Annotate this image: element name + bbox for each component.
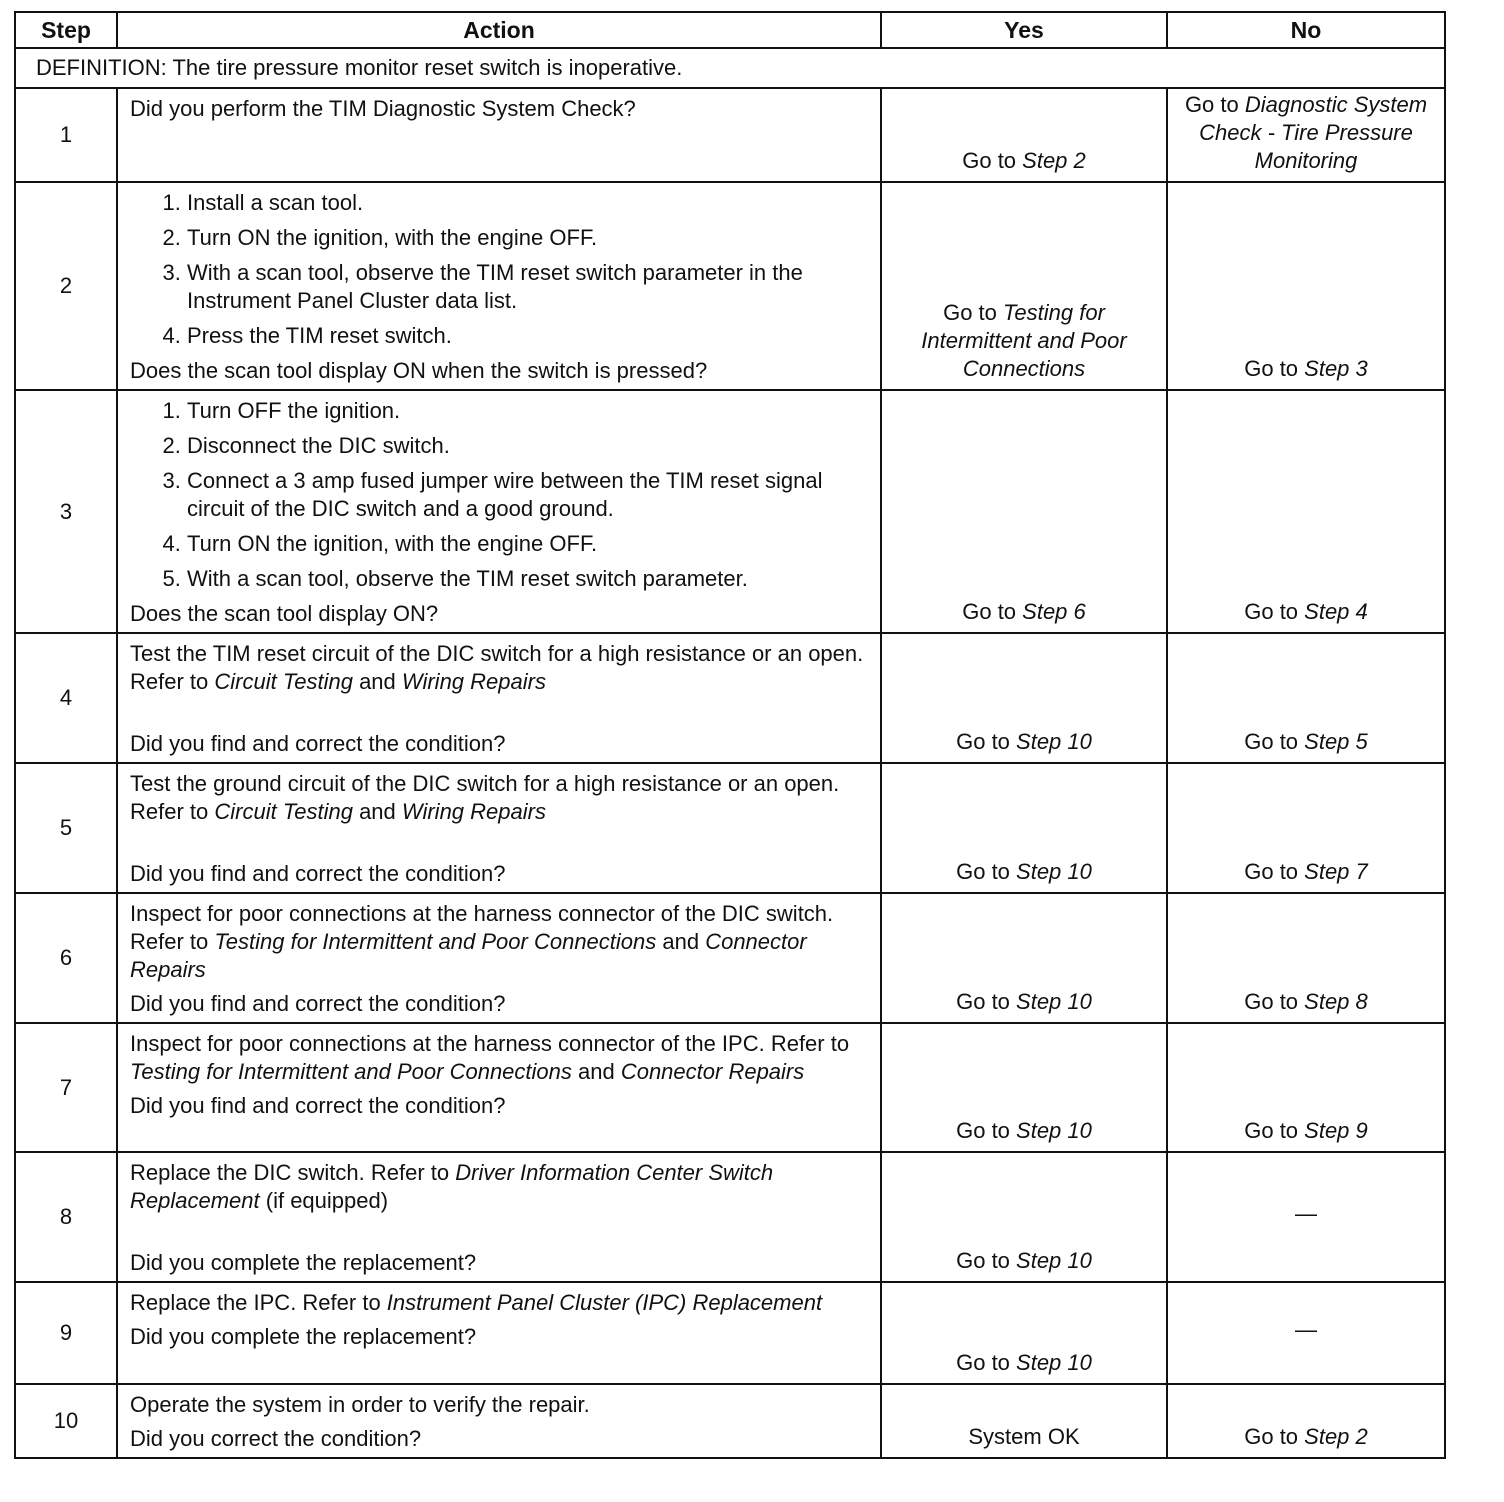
yes-link[interactable]: Testing for Intermittent and Poor Connections — [921, 300, 1127, 381]
action-cell — [117, 390, 881, 633]
yes-cell — [881, 390, 1167, 633]
list-item: 2. Turn ON the ignition, with the engine OFF. — [187, 224, 872, 252]
no-cell — [1167, 633, 1445, 763]
yes-link[interactable]: Step 10 — [1016, 859, 1092, 884]
ref-link[interactable]: Wiring Repairs — [401, 799, 546, 824]
yes-cell — [881, 1282, 1167, 1384]
definition-row — [15, 48, 1445, 88]
action-cell — [117, 893, 881, 1023]
no-cell — [1167, 1282, 1445, 1384]
action-cell — [117, 88, 881, 182]
diagnostic-table — [14, 11, 1446, 1459]
no-dash: — — [1295, 1201, 1317, 1226]
list-item: 4. Press the TIM reset switch. — [187, 322, 872, 350]
no-link[interactable]: Step 8 — [1304, 989, 1368, 1014]
list-item: 5. With a scan tool, observe the TIM reset switch parameter. — [187, 565, 872, 593]
ref-link[interactable]: Circuit Testing — [214, 669, 353, 694]
action-question: Does the scan tool display ON? — [130, 601, 439, 626]
action-question: Did you find and correct the condition? — [130, 991, 506, 1016]
no-link[interactable]: Step 5 — [1304, 729, 1368, 754]
yes-prefix: Go to — [956, 729, 1017, 754]
action-question: Did you find and correct the condition? — [130, 1093, 506, 1118]
ref-link[interactable]: Driver Information Center Switch Replacement — [130, 1160, 774, 1213]
no-cell — [1167, 390, 1445, 633]
conjunction: and — [656, 929, 706, 954]
action-text: Test the ground circuit of the DIC switch for a high resistance or an open. Refer to — [130, 771, 840, 824]
yes-cell — [881, 88, 1167, 182]
no-dash: — — [1295, 1317, 1317, 1342]
table-row — [15, 633, 1445, 763]
step-number: 2 — [15, 182, 117, 390]
table-row — [15, 1384, 1445, 1458]
action-cell — [117, 1384, 881, 1458]
action-text: Inspect for poor connections at the harness connector of the DIC switch. Refer to — [130, 901, 834, 954]
step-number: 5 — [15, 763, 117, 893]
action-cell — [117, 1152, 881, 1282]
action-question: Did you find and correct the condition? — [130, 861, 506, 886]
step-number: 8 — [15, 1152, 117, 1282]
step-number: 6 — [15, 893, 117, 1023]
action-text: Replace the DIC switch. Refer to — [130, 1160, 456, 1185]
action-question: Did you find and correct the condition? — [130, 731, 506, 756]
ref-link[interactable]: Testing for Intermittent and Poor Connections — [214, 929, 657, 954]
yes-prefix: Go to — [956, 1350, 1017, 1375]
step-number: 9 — [15, 1282, 117, 1384]
step-number: 10 — [15, 1384, 117, 1458]
list-item: 2. Disconnect the DIC switch. — [187, 432, 872, 460]
yes-link[interactable]: Step 10 — [1016, 1350, 1092, 1375]
no-link[interactable]: Step 3 — [1304, 356, 1368, 381]
no-prefix: Go to — [1244, 356, 1305, 381]
ref-link[interactable]: Connector Repairs — [620, 1059, 805, 1084]
ref-link[interactable]: Testing for Intermittent and Poor Connections — [130, 1059, 572, 1084]
yes-link[interactable]: Step 10 — [1016, 1118, 1092, 1143]
yes-link[interactable]: Step 10 — [1016, 989, 1092, 1014]
step-number: 7 — [15, 1023, 117, 1152]
list-item: 4. Turn ON the ignition, with the engine OFF. — [187, 530, 872, 558]
action-cell — [117, 763, 881, 893]
no-prefix: Go to — [1244, 1424, 1305, 1449]
yes-cell — [881, 633, 1167, 763]
no-prefix: Go to — [1244, 989, 1305, 1014]
yes-prefix: Go to — [956, 859, 1017, 884]
header-yes: Yes — [881, 12, 1167, 48]
action-text: Inspect for poor connections at the harness connector of the IPC. Refer to — [130, 1031, 850, 1056]
yes-cell — [881, 1023, 1167, 1152]
action-question: Does the scan tool display ON when the switch is pressed? — [130, 358, 708, 383]
yes-cell — [881, 1152, 1167, 1282]
yes-prefix: Go to — [956, 1118, 1017, 1143]
instruction-list — [130, 189, 872, 350]
yes-link[interactable]: Step 10 — [1016, 1248, 1092, 1273]
yes-cell — [881, 763, 1167, 893]
action-text-suffix: (if equipped) — [259, 1188, 389, 1213]
yes-prefix: Go to — [962, 599, 1023, 624]
ref-link[interactable]: Circuit Testing — [214, 799, 353, 824]
no-link[interactable]: Step 2 — [1304, 1424, 1368, 1449]
yes-link[interactable]: Step 2 — [1022, 148, 1086, 173]
table-row — [15, 1152, 1445, 1282]
definition-text: DEFINITION: The tire pressure monitor reset switch is inoperative. — [15, 48, 1445, 88]
action-text: Replace the IPC. Refer to — [130, 1290, 387, 1315]
yes-link[interactable]: Step 6 — [1022, 599, 1086, 624]
no-link[interactable]: Step 4 — [1304, 599, 1368, 624]
no-cell — [1167, 893, 1445, 1023]
table-row — [15, 88, 1445, 182]
no-link[interactable]: Diagnostic System Check - Tire Pressure Monitoring — [1199, 92, 1428, 173]
header-step: Step — [15, 12, 117, 48]
no-cell — [1167, 763, 1445, 893]
table-row — [15, 390, 1445, 633]
yes-cell — [881, 893, 1167, 1023]
ref-link[interactable]: Instrument Panel Cluster (IPC) Replacement — [386, 1290, 823, 1315]
conjunction: and — [352, 669, 402, 694]
no-cell — [1167, 88, 1445, 182]
action-question: Did you complete the replacement? — [130, 1324, 477, 1349]
list-item: 1. Install a scan tool. — [187, 189, 872, 217]
action-text: Did you perform the TIM Diagnostic System Check? — [130, 96, 636, 121]
ref-link[interactable]: Wiring Repairs — [401, 669, 546, 694]
list-item: 1. Turn OFF the ignition. — [187, 397, 872, 425]
step-number: 1 — [15, 88, 117, 182]
instruction-list — [130, 397, 872, 593]
table-row — [15, 893, 1445, 1023]
action-question: Did you correct the condition? — [130, 1426, 422, 1451]
action-cell — [117, 1023, 881, 1152]
table-row — [15, 1282, 1445, 1384]
action-text: Test the TIM reset circuit of the DIC switch for a high resistance or an open. Refer to — [130, 641, 864, 694]
yes-link[interactable]: Step 10 — [1016, 729, 1092, 754]
table-row — [15, 1023, 1445, 1152]
action-question: Did you complete the replacement? — [130, 1250, 477, 1275]
yes-prefix: Go to — [956, 989, 1017, 1014]
yes-prefix: Go to — [943, 300, 1003, 325]
table-row — [15, 182, 1445, 390]
yes-prefix: Go to — [956, 1248, 1017, 1273]
step-number: 4 — [15, 633, 117, 763]
table-row — [15, 763, 1445, 893]
no-link[interactable]: Step 9 — [1304, 1118, 1368, 1143]
action-cell — [117, 1282, 881, 1384]
no-prefix: Go to — [1244, 729, 1305, 754]
action-text: Operate the system in order to verify the repair. — [130, 1392, 590, 1417]
conjunction: and — [352, 799, 402, 824]
step-number: 3 — [15, 390, 117, 633]
no-cell — [1167, 1384, 1445, 1458]
yes-cell — [881, 1384, 1167, 1458]
ref-link[interactable]: Connector Repairs — [130, 929, 807, 982]
no-prefix: Go to — [1244, 599, 1305, 624]
no-prefix: Go to — [1244, 859, 1305, 884]
yes-cell — [881, 182, 1167, 390]
no-cell — [1167, 1152, 1445, 1282]
list-item: 3. With a scan tool, observe the TIM reset switch parameter in the Instrument Panel Cluster data list. — [187, 259, 872, 315]
header-action: Action — [117, 12, 881, 48]
yes-result: System OK — [968, 1424, 1080, 1449]
no-prefix: Go to — [1184, 92, 1245, 117]
conjunction: and — [571, 1059, 621, 1084]
no-cell — [1167, 1023, 1445, 1152]
no-prefix: Go to — [1244, 1118, 1305, 1143]
header-no: No — [1167, 12, 1445, 48]
no-link[interactable]: Step 7 — [1304, 859, 1368, 884]
action-cell — [117, 182, 881, 390]
action-cell — [117, 633, 881, 763]
list-item: 3. Connect a 3 amp fused jumper wire between the TIM reset signal circuit of the DIC switch and a good ground. — [187, 467, 872, 523]
yes-prefix: Go to — [962, 148, 1023, 173]
no-cell — [1167, 182, 1445, 390]
header-row — [15, 12, 1445, 48]
